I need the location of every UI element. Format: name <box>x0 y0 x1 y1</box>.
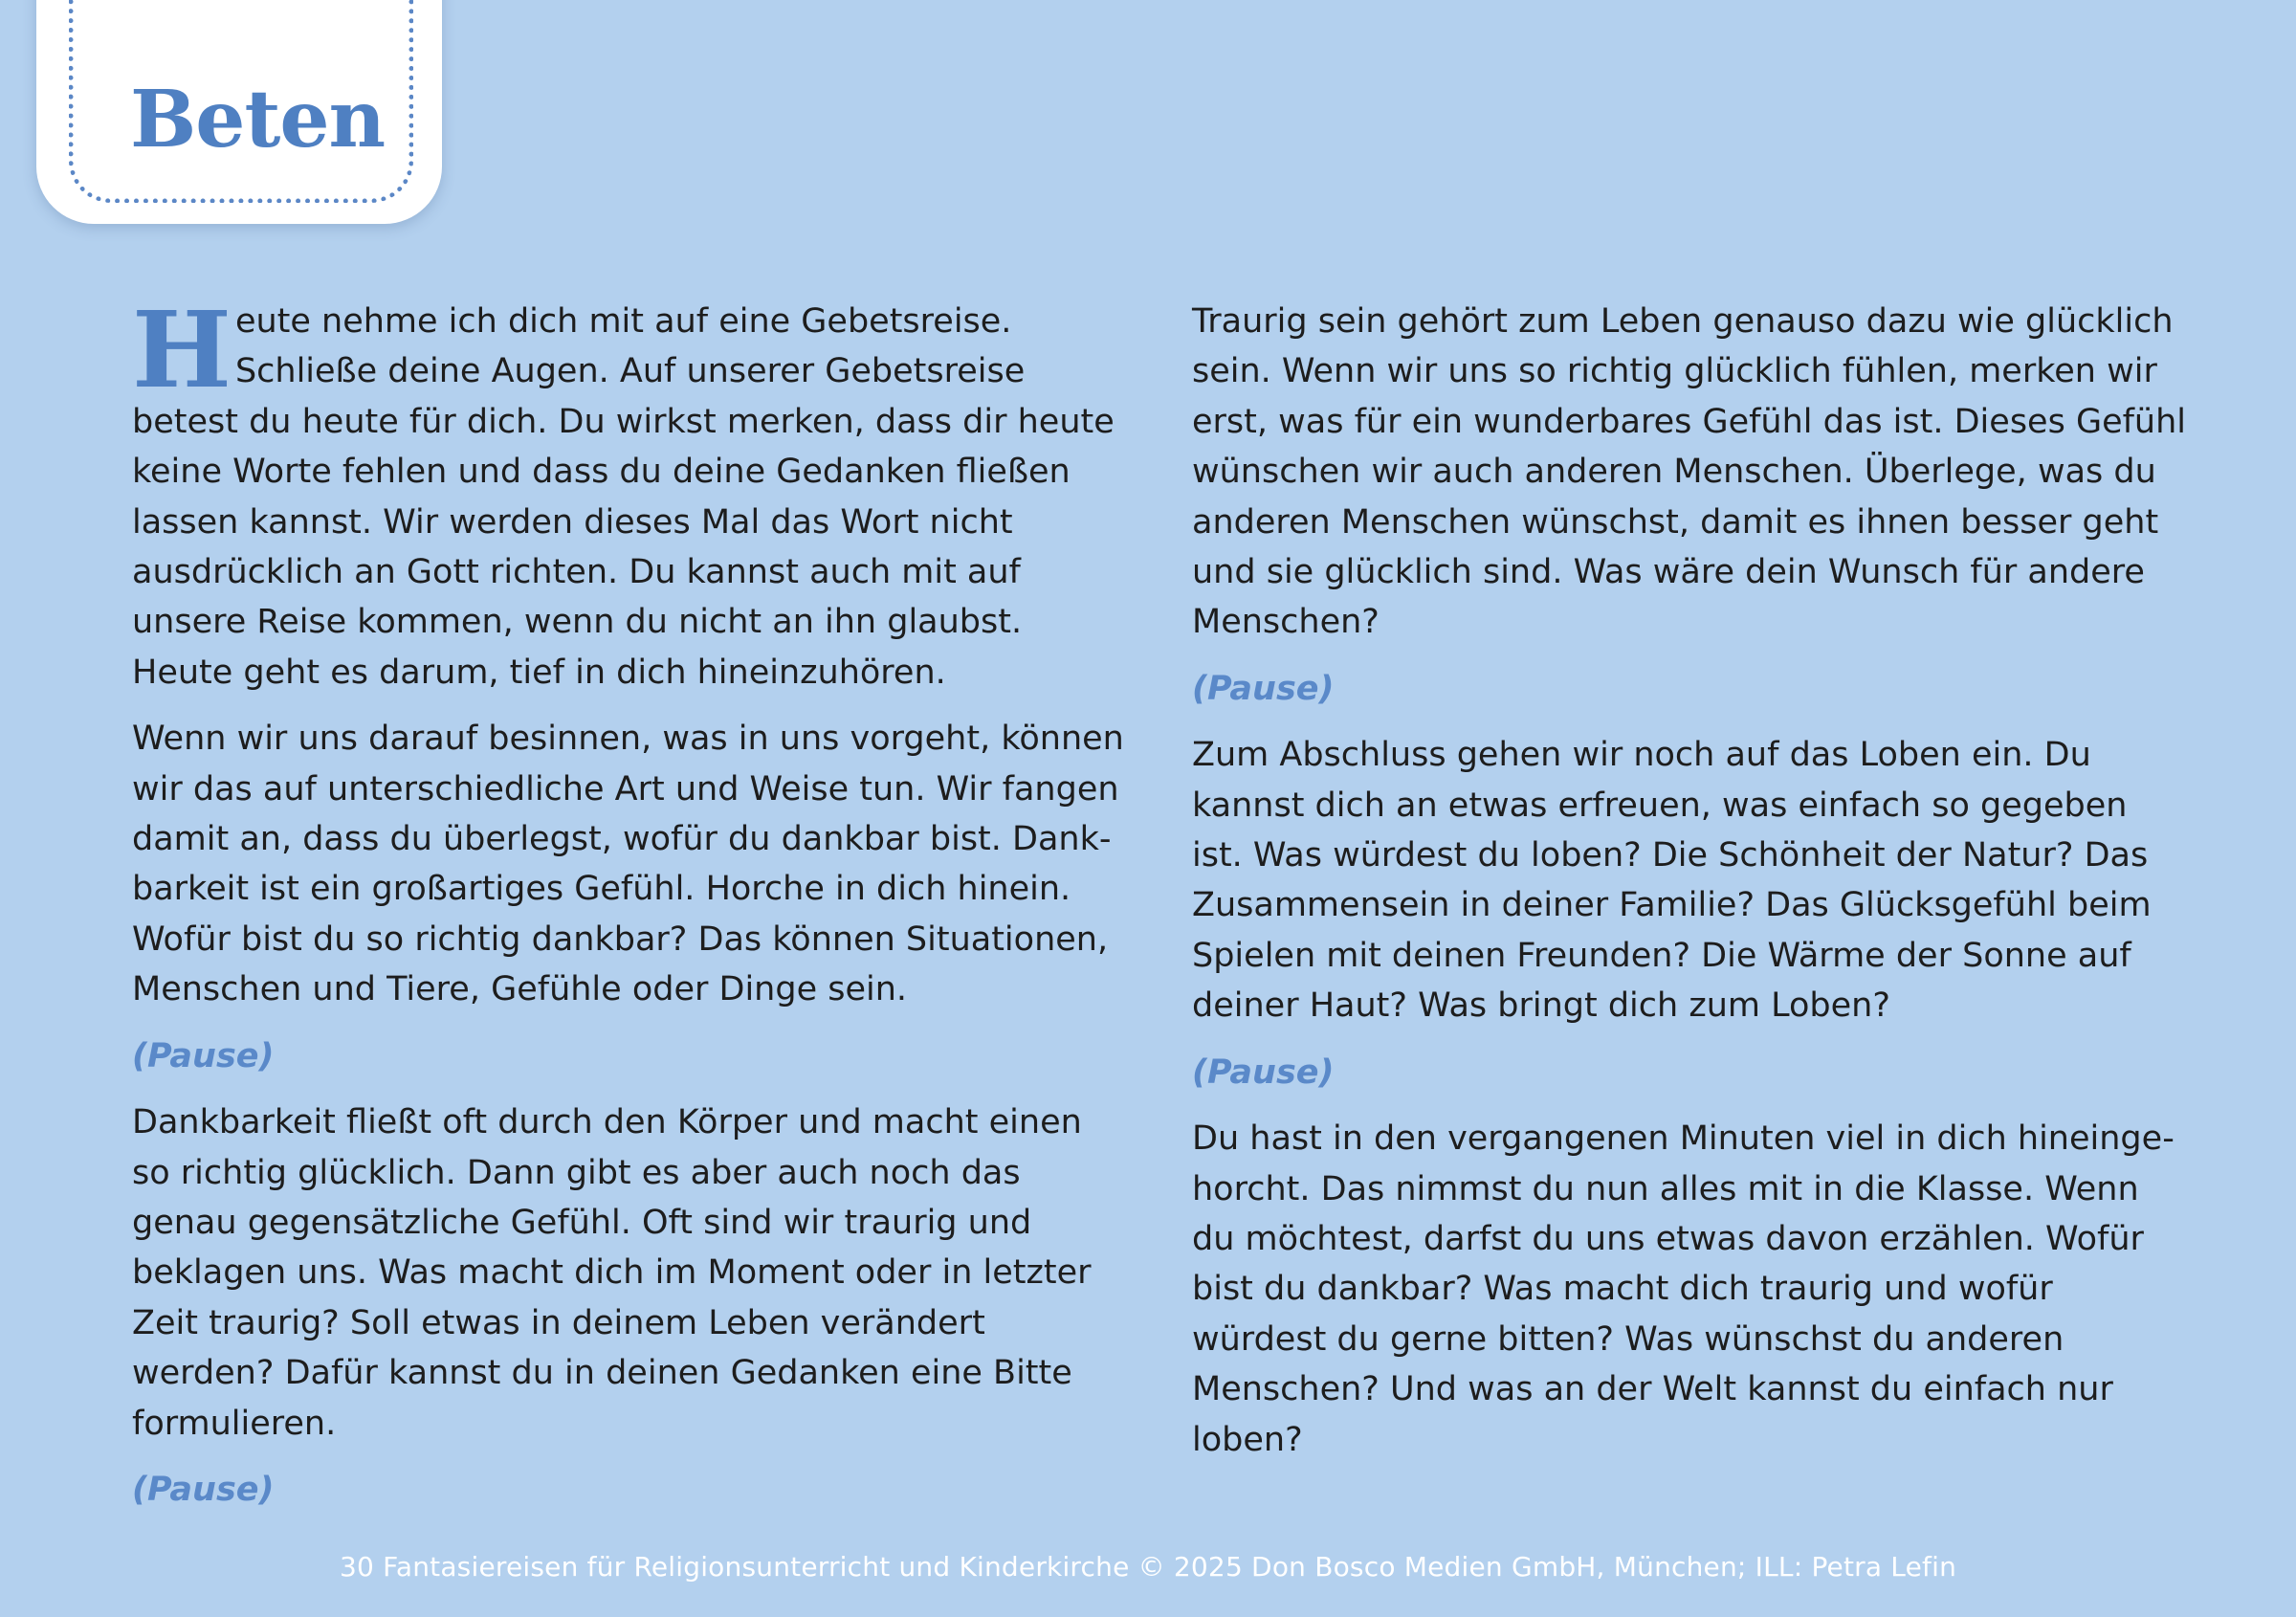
pause-label: (Pause) <box>1192 669 1335 708</box>
page-title: Beten <box>130 74 386 166</box>
pause-label: (Pause) <box>132 1036 275 1075</box>
wishes-paragraph: Traurig sein gehört zum Leben genauso dazu wie glücklich sein. Wenn wir uns so richtig glücklich fühlen, merken wir erst, was für ein wunderbares Gefühl das ist. Dieses Gefühl wünschen wir auch anderen Menschen. Überlege, was du anderen Menschen wünschst, damit es ihnen besser geht und sie glücklich sind. Was wäre dein Wunsch für andere Menschen? <box>1192 302 2187 642</box>
praise-paragraph: Zum Abschluss gehen wir noch auf das Loben ein. Du kannst dich an etwas erfreuen, was einfach so gegeben ist. Was würdest du loben? Die Schönheit der Natur? Das Zusammensein in deiner Familie? Das Glücksgefühl beim Spielen mit deinen Freunden? Die Wärme der Sonne auf deiner Haut? Was bringt dich zum Loben? <box>1192 736 2152 1026</box>
right-column <box>1192 297 2187 1481</box>
gratitude-paragraph: Wenn wir uns darauf besinnen, was in uns vorgeht, können wir das auf unterschiedliche Art und Weise tun. Wir fangen damit an, dass du überlegst, wofür du dankbar bist. Dankbarkeit ist ein großartiges Gefühl. Horche in dich hinein. Wofür bist du so richtig dankbar? Das können Situationen, Menschen und Tiere, Gefühle oder Dinge sein. <box>132 720 1124 1009</box>
drop-cap: H <box>132 288 232 411</box>
pause-label: (Pause) <box>132 1470 275 1509</box>
intro-paragraph <box>132 288 1127 698</box>
pause-label: (Pause) <box>1192 1052 1335 1092</box>
intro-paragraph-text: eute nehme ich dich mit auf eine Gebetsreise. Schließe deine Augen. Auf unserer Gebetsreise betest du heute für dich. Du wirkst merken, dass dir heute keine Worte fehlen und dass du deine Gedanken fließen lassen kannst. Wir werden dieses Mal das Wort nicht ausdrücklich an Gott richten. Du kannst auch mit auf unsere Reise kommen, wenn du nicht an ihn glaubst. Heute geht es darum, tief in dich hineinzuhören. <box>132 302 1115 692</box>
copyright-footer: 30 Fantasiereisen für Religionsunterricht und Kinderkirche © 2025 Don Bosco Medien GmbH, München; ILL: Petra Lefin <box>339 1551 1957 1583</box>
left-column <box>132 288 1127 1531</box>
sadness-paragraph: Dankbarkeit fließt oft durch den Körper und macht einen so richtig glücklich. Dann gibt es aber auch noch das genau gegensätzliche Gefühl. Oft sind wir traurig und beklagen uns. Was macht dich im Moment oder in letzter Zeit traurig? Soll etwas in deinem Leben verändert werden? Dafür kannst du in deinen Gedanken eine Bitte formulieren. <box>132 1103 1092 1443</box>
closing-paragraph: Du hast in den vergangenen Minuten viel in dich hineingehorcht. Das nimmst du nun alles mit in die Klasse. Wenn du möchtest, darfst du uns etwas davon erzählen. Wofür bist du dankbar? Was macht dich traurig und wofür würdest du gerne bitten? Was wünschst du anderen Menschen? Und was an der Welt kannst du einfach nur loben? <box>1192 1119 2175 1459</box>
